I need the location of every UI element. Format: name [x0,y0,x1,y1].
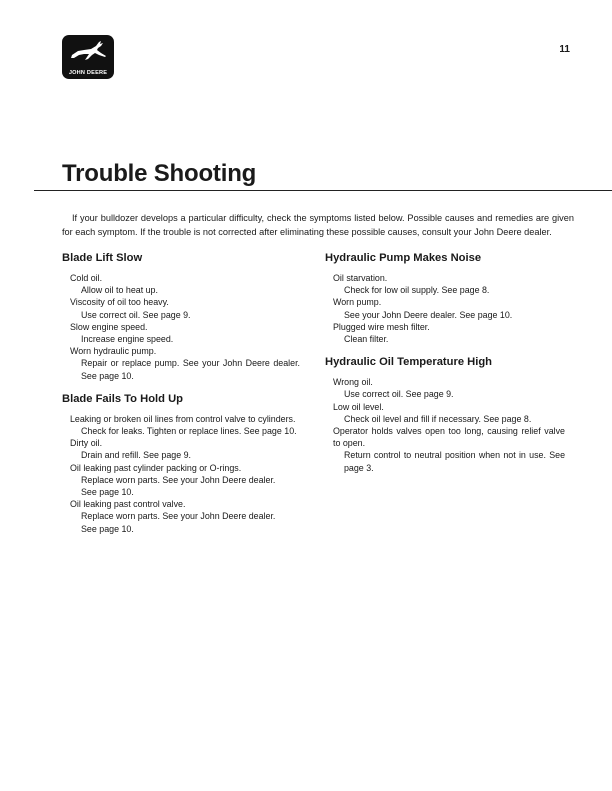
page-number: 11 [559,44,570,55]
cause-item: Dirty oil. [70,438,103,449]
section-hydraulic-pump-makes-noise [325,251,565,345]
remedy-item: See your John Deere dealer. See page 10. [344,309,513,320]
leaping-deer-icon [68,39,108,65]
john-deere-logo [62,35,114,79]
remedy-item: Return control to neutral position when not in use. See page 3. [344,450,565,473]
left-column [62,251,300,545]
remedy-item: See page 10. [81,487,134,498]
cause-item: Operator holds valves open too long, causing relief valve to open. [333,426,565,449]
title-divider [34,190,612,191]
intro-paragraph: If your bulldozer develops a particular difficulty, check the symptoms listed below. Possible causes and remedies are given for each symptom. If the trouble is not corrected after eliminating these possible causes, consult your John Deere dealer. [62,213,574,237]
cause-item: Slow engine speed. [70,321,148,332]
cause-item: Leaking or broken oil lines from control valve to cylinders. [70,413,296,424]
section-title: Hydraulic Oil Temperature High [325,356,493,369]
cause-item: Worn hydraulic pump. [70,346,157,357]
logo-brand-text: JOHN DEERE [68,70,108,76]
section-blade-fails-to-hold-up [62,392,300,535]
remedy-item: Replace worn parts. See your John Deere dealer. [81,474,276,485]
section-title: Hydraulic Pump Makes Noise [325,252,482,264]
cause-item: Plugged wire mesh filter. [333,321,430,332]
cause-item: Worn pump. [333,297,382,308]
remedy-item: Drain and refill. See page 9. [81,450,192,461]
remedy-item: Repair or replace pump. See your John Deere dealer. See page 10. [81,358,300,381]
section-hydraulic-oil-temperature-high [325,355,565,474]
right-column [325,251,565,484]
remedy-item: Replace worn parts. See your John Deere dealer. [81,511,276,522]
entry-list [62,413,300,535]
entry-list [62,272,300,382]
remedy-item: Clean filter. [344,334,389,345]
remedy-item: Check oil level and fill if necessary. See page 8. [344,413,532,424]
remedy-item: Use correct oil. See page 9. [81,309,191,320]
remedy-item: Check for leaks. Tighten or replace lines. See page 10. [81,426,297,437]
cause-item: Cold oil. [70,273,103,283]
section-title: Blade Fails To Hold Up [62,392,183,405]
entry-list [325,376,565,474]
cause-item: Oil starvation. [333,273,388,283]
cause-item: Viscosity of oil too heavy. [70,297,169,308]
cause-item: Oil leaking past cylinder packing or O-rings. [70,462,242,473]
remedy-item: Increase engine speed. [81,334,174,345]
page-title: Trouble Shooting [62,160,257,187]
remedy-item: Allow oil to heat up. [81,285,158,296]
remedy-item: Check for low oil supply. See page 8. [344,285,490,296]
cause-item: Oil leaking past control valve. [70,499,186,510]
cause-item: Wrong oil. [333,377,373,388]
section-title: Blade Lift Slow [62,252,143,264]
remedy-item: See page 10. [81,523,134,534]
entry-list [325,272,565,345]
remedy-item: Use correct oil. See page 9. [344,389,454,400]
cause-item: Low oil level. [333,401,384,412]
section-blade-lift-slow [62,251,300,382]
